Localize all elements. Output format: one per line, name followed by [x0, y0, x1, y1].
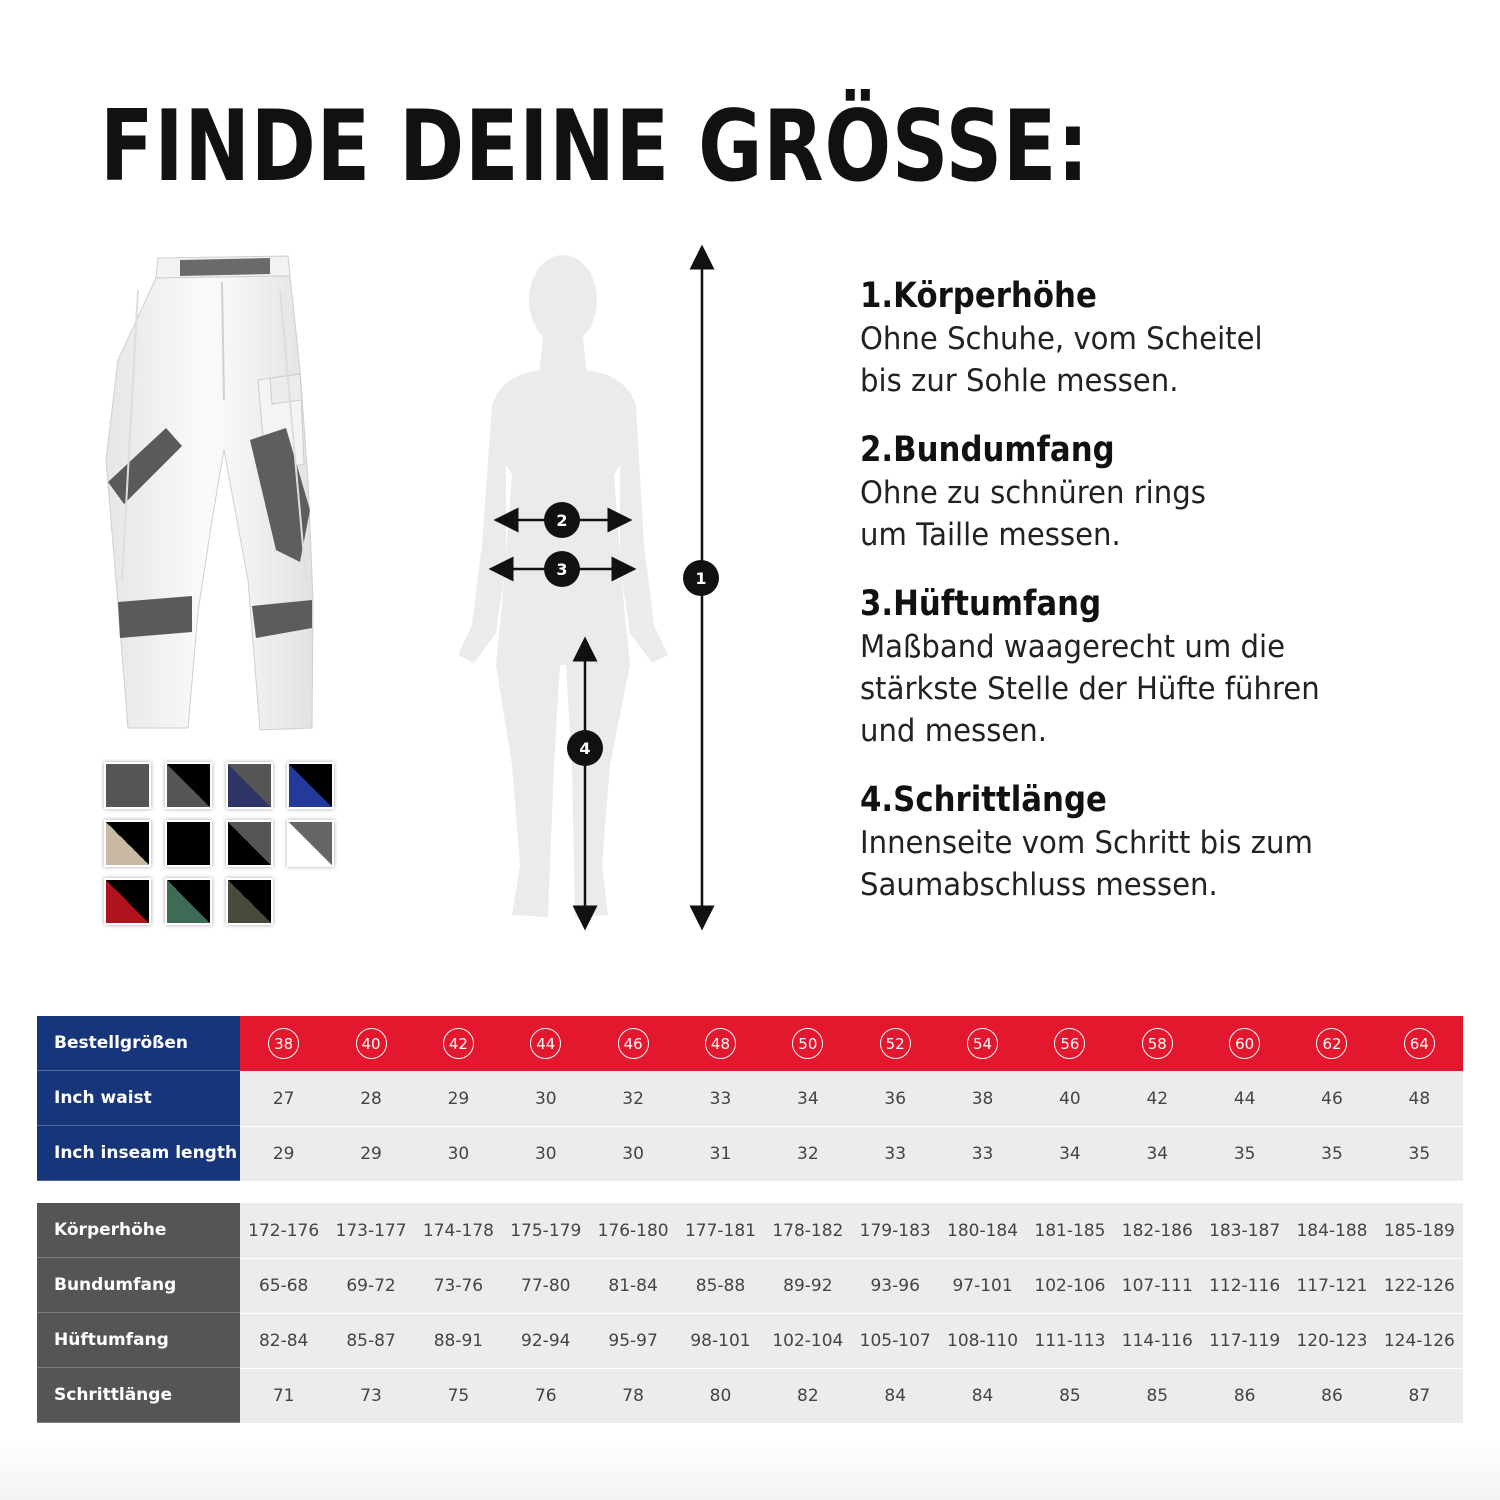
- size-table-bottom: [37, 1203, 1463, 1423]
- instruction-text: Ohne zu schnüren rings um Taille messen.: [860, 475, 1206, 553]
- size-cell: 174-178: [422, 1220, 494, 1241]
- size-cell: 76: [534, 1386, 557, 1406]
- size-cell: [939, 1016, 1026, 1071]
- size-cell: 93-96: [870, 1276, 920, 1296]
- instruction-heading: 3.Hüftumfang: [860, 584, 1102, 624]
- size-cell: 33: [884, 1144, 907, 1164]
- order-size-badge: 64: [1404, 1028, 1435, 1059]
- order-size-badge: 40: [356, 1028, 387, 1059]
- size-cell: 117-121: [1296, 1276, 1368, 1296]
- color-swatch: [165, 820, 212, 867]
- color-swatch: [104, 878, 151, 925]
- order-size-badge: 54: [967, 1028, 998, 1059]
- color-swatch: [104, 820, 151, 867]
- size-cell: 120-123: [1296, 1331, 1368, 1351]
- size-cell: 35: [1233, 1144, 1256, 1164]
- color-swatch: [226, 878, 273, 925]
- color-swatch: [165, 762, 212, 809]
- size-cell: 88-91: [433, 1331, 484, 1351]
- size-row: [37, 1368, 1463, 1423]
- instruction-heading: 1.Körperhöhe: [860, 276, 1097, 316]
- instruction-text: Maßband waagerecht um die stärkste Stelle der Hüfte führen und messen.: [860, 629, 1320, 749]
- size-cell: 71: [272, 1386, 295, 1406]
- order-size-badge: 44: [530, 1028, 561, 1059]
- size-cell: 185-189: [1383, 1220, 1455, 1241]
- size-cell: 85-87: [346, 1331, 396, 1351]
- body-measurement-figure: [430, 245, 730, 935]
- size-cell: [240, 1016, 327, 1071]
- order-size-badge: 48: [705, 1028, 736, 1059]
- size-cell: 30: [622, 1144, 644, 1164]
- size-cell: 69-72: [346, 1276, 396, 1296]
- instruction-body-height: [860, 274, 1460, 402]
- size-cell: 122-126: [1383, 1276, 1455, 1296]
- size-cell: 34: [1059, 1144, 1081, 1164]
- color-swatch: [287, 820, 334, 867]
- size-cell: 85-88: [695, 1276, 746, 1296]
- measurement-instructions: [860, 274, 1460, 932]
- size-cell: 46: [1321, 1088, 1343, 1109]
- size-cell: [1201, 1016, 1288, 1071]
- size-cell: 78: [622, 1386, 644, 1406]
- size-cell: 40: [1059, 1088, 1081, 1109]
- size-row: [37, 1016, 1463, 1071]
- size-cell: 32: [797, 1144, 819, 1164]
- size-cell: 175-179: [510, 1220, 582, 1241]
- size-cell: [1026, 1016, 1113, 1071]
- marker-1: 1: [695, 569, 707, 588]
- size-cell: 28: [360, 1088, 382, 1109]
- instruction-text: Ohne Schuhe, vom Scheitel bis zur Sohle messen.: [860, 321, 1263, 399]
- size-cell: 33: [971, 1144, 994, 1164]
- instruction-heading: 2.Bundumfang: [860, 430, 1115, 470]
- size-cell: 178-182: [772, 1220, 844, 1241]
- size-table-top: [37, 1016, 1463, 1181]
- order-size-badge: 52: [880, 1028, 911, 1059]
- size-cell: 42: [1146, 1088, 1169, 1109]
- size-cell: 86: [1321, 1386, 1343, 1406]
- size-cell: 107-111: [1121, 1276, 1193, 1296]
- size-cell: 73: [360, 1386, 382, 1406]
- size-cell: 48: [1408, 1088, 1431, 1109]
- footer-fade: [0, 1440, 1500, 1500]
- size-cell: [677, 1016, 764, 1071]
- size-cell: 30: [534, 1088, 557, 1109]
- size-row: [37, 1071, 1463, 1126]
- size-row: [37, 1203, 1463, 1258]
- size-cell: 117-119: [1209, 1331, 1281, 1351]
- size-cell: 31: [709, 1144, 732, 1164]
- size-cell: [327, 1016, 414, 1071]
- size-cell: 102-104: [772, 1331, 844, 1351]
- size-cell: 184-188: [1296, 1220, 1368, 1241]
- size-cell: 29: [447, 1088, 470, 1109]
- size-cell: 182-186: [1121, 1220, 1193, 1241]
- row-header: Inch inseam length: [37, 1126, 240, 1181]
- size-cell: 85: [1059, 1386, 1081, 1406]
- size-cell: 124-126: [1383, 1331, 1455, 1351]
- order-size-badge: 56: [1054, 1028, 1085, 1059]
- instruction-hip: [860, 582, 1460, 752]
- size-cell: 183-187: [1209, 1220, 1281, 1241]
- size-cell: 172-176: [248, 1220, 320, 1241]
- size-cell: 95-97: [608, 1331, 658, 1351]
- size-cell: 98-101: [690, 1331, 751, 1351]
- size-cell: [852, 1016, 939, 1071]
- size-cell: 177-181: [684, 1220, 756, 1241]
- size-cell: 87: [1408, 1386, 1431, 1406]
- size-cell: [1288, 1016, 1375, 1071]
- size-cell: 112-116: [1209, 1276, 1281, 1296]
- size-cell: [502, 1016, 589, 1071]
- order-size-badge: 60: [1229, 1028, 1260, 1059]
- row-header: Bestellgrößen: [37, 1016, 240, 1071]
- size-cell: 27: [272, 1088, 295, 1109]
- instruction-heading: 4.Schrittlänge: [860, 780, 1107, 820]
- size-cell: 44: [1233, 1088, 1256, 1109]
- size-cell: 97-101: [952, 1276, 1013, 1296]
- size-cell: 34: [797, 1088, 819, 1109]
- row-header: Bundumfang: [37, 1258, 240, 1313]
- row-header: Schrittlänge: [37, 1368, 240, 1423]
- size-row: [37, 1258, 1463, 1313]
- instruction-inseam: [860, 778, 1460, 906]
- color-swatch: [287, 762, 334, 809]
- size-cell: 65-68: [258, 1276, 309, 1296]
- row-header: Körperhöhe: [37, 1203, 240, 1258]
- instruction-text: Innenseite vom Schritt bis zum Saumabschluss messen.: [860, 825, 1313, 903]
- size-cell: 30: [447, 1144, 470, 1164]
- order-size-badge: 42: [443, 1028, 474, 1059]
- size-cell: 114-116: [1121, 1331, 1193, 1351]
- size-cell: 176-180: [597, 1220, 669, 1241]
- size-cell: 82: [797, 1386, 819, 1406]
- size-cell: 29: [360, 1144, 382, 1164]
- size-cell: 105-107: [859, 1331, 931, 1351]
- size-cell: 84: [884, 1386, 907, 1406]
- size-cell: [589, 1016, 676, 1071]
- size-row: [37, 1313, 1463, 1368]
- size-cell: [415, 1016, 502, 1071]
- order-size-badge: 38: [268, 1028, 299, 1059]
- size-cell: 77-80: [521, 1276, 571, 1296]
- order-size-badge: 50: [792, 1028, 823, 1059]
- color-swatch: [104, 762, 151, 809]
- size-cell: 180-184: [947, 1220, 1019, 1241]
- marker-2: 2: [556, 511, 568, 530]
- size-cell: 86: [1233, 1386, 1256, 1406]
- size-cell: 173-177: [335, 1220, 407, 1241]
- size-cell: 35: [1408, 1144, 1431, 1164]
- size-cell: 84: [971, 1386, 994, 1406]
- order-size-badge: 46: [618, 1028, 649, 1059]
- order-size-badge: 62: [1316, 1028, 1347, 1059]
- size-cell: 73-76: [433, 1276, 484, 1296]
- size-cell: 92-94: [521, 1331, 571, 1351]
- instruction-waist: [860, 428, 1460, 556]
- order-size-badge: 58: [1142, 1028, 1173, 1059]
- size-cell: 82-84: [258, 1331, 309, 1351]
- size-cell: 32: [622, 1088, 644, 1109]
- size-cell: 34: [1146, 1144, 1169, 1164]
- size-row: [37, 1126, 1463, 1181]
- size-cell: 36: [884, 1088, 907, 1109]
- size-cell: [1114, 1016, 1201, 1071]
- size-cell: 89-92: [783, 1276, 833, 1296]
- size-cell: 33: [709, 1088, 732, 1109]
- marker-3: 3: [556, 560, 568, 579]
- size-cell: [1376, 1016, 1463, 1071]
- row-header: Inch waist: [37, 1071, 240, 1126]
- size-cell: [764, 1016, 851, 1071]
- size-cell: 38: [971, 1088, 994, 1109]
- marker-4: 4: [579, 739, 591, 758]
- row-header: Hüftumfang: [37, 1313, 240, 1368]
- size-cell: 29: [272, 1144, 295, 1164]
- size-cell: 108-110: [947, 1331, 1019, 1351]
- size-cell: 111-113: [1034, 1331, 1106, 1351]
- size-cell: 30: [534, 1144, 557, 1164]
- color-swatch: [165, 878, 212, 925]
- size-cell: 81-84: [608, 1276, 658, 1296]
- size-cell: 35: [1321, 1144, 1343, 1164]
- size-cell: 181-185: [1034, 1220, 1106, 1241]
- size-cell: 75: [447, 1386, 470, 1406]
- color-swatch: [226, 820, 273, 867]
- color-swatches: [104, 762, 344, 932]
- work-pants-image: [100, 250, 325, 735]
- size-cell: 179-183: [859, 1220, 931, 1241]
- color-swatch: [226, 762, 273, 809]
- page-title: FINDE DEINE GRÖSSE:: [100, 90, 1090, 204]
- size-cell: 102-106: [1034, 1276, 1106, 1296]
- size-cell: 80: [709, 1386, 732, 1406]
- size-cell: 85: [1146, 1386, 1169, 1406]
